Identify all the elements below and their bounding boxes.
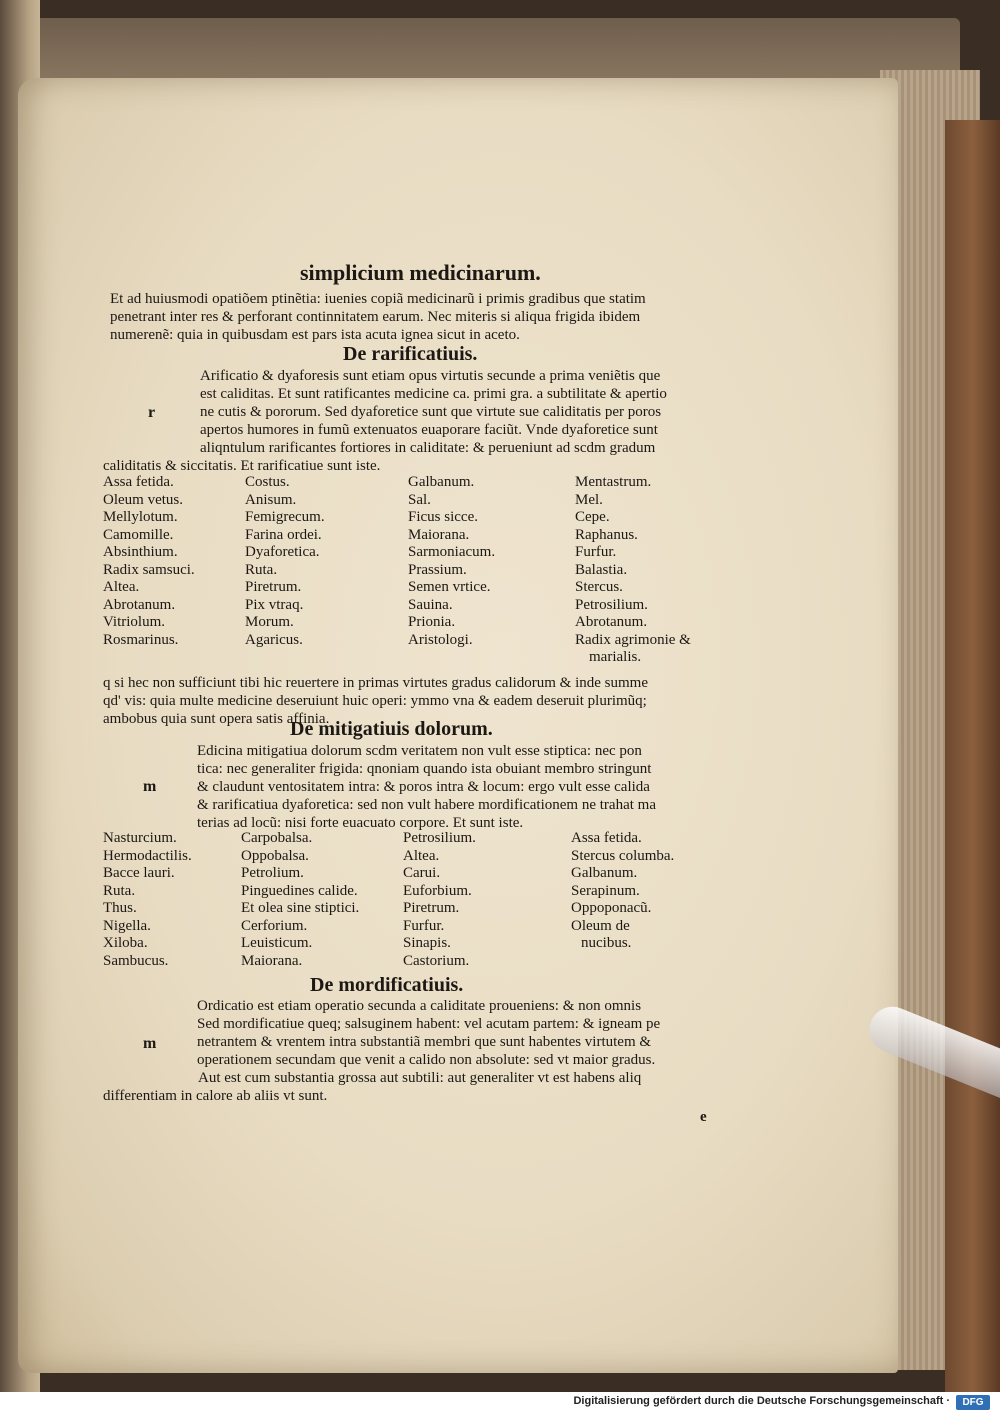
ingredient-item: Hermodactilis. (103, 847, 192, 864)
after-line: qd' vis: quia multe medicine deseruiunt huic operi: ymmo vna & eadem deseruit plurimũq; (103, 693, 647, 709)
ingredient-item: Abrotanum. (103, 596, 176, 613)
initial-guide-letter: m (143, 1035, 157, 1052)
funding-credit: Digitalisierung gefördert durch die Deutsche Forschungsgemeinschaft · (573, 1395, 950, 1407)
section1-line: aliqntulum rarificantes fortiores in caliditate: & perueniunt ad scdm gradum (200, 440, 656, 456)
section3-paragraph (197, 997, 660, 1069)
ingredient-item: Petrosilium. (403, 830, 476, 846)
ingredient-item: Absinthium. (103, 544, 178, 560)
ingredient-item: Pix vtraq. (245, 596, 304, 613)
ingredient-item: Euforbium. (403, 882, 472, 899)
ingredient-item: Furfur. (403, 917, 445, 934)
ingredient-column-1 (103, 830, 192, 970)
after-line: q si hec non sufficiunt tibi hic reuertere in primas virtutes gradus calidorum & inde summe (103, 675, 649, 691)
ingredient-item: Stercus. (575, 579, 623, 595)
ingredient-item: Altea. (103, 579, 140, 595)
ingredient-item: Dyaforetica. (245, 544, 320, 560)
after-line: ambobus quia sunt opera satis affinia. (103, 711, 330, 727)
ingredient-item: Cepe. (575, 509, 610, 525)
ingredient-item: Serapinum. (571, 882, 640, 899)
ingredient-item: Cerforium. (241, 917, 308, 934)
section2-line: terias ad locũ: nisi forte euacuato corpore. Et sunt iste. (197, 815, 524, 831)
ingredient-item: Assa fetida. (571, 830, 642, 846)
ingredient-item: Prassium. (408, 561, 467, 578)
section3-closing (103, 1069, 641, 1105)
ingredient-item: Pinguedines calide. (241, 882, 358, 899)
section3-line: netrantem & vrentem intra substantiã membri que sunt habentes virtutem & (197, 1034, 652, 1050)
ingredient-item: Piretrum. (245, 579, 302, 595)
ingredient-item: Oppoponacũ. (571, 900, 652, 916)
section1-paragraph (200, 367, 667, 457)
ingredient-item: Aristologi. (408, 631, 473, 648)
ingredient-item: Leuisticum. (241, 935, 313, 951)
section-heading-rarificatiuis: De rarificatiuis. (343, 343, 478, 365)
ingredient-item: Vitriolum. (103, 614, 166, 630)
ingredient-item: Oppobalsa. (241, 847, 309, 864)
ingredient-item: Balastia. (575, 561, 628, 578)
footer-bar (0, 1392, 1000, 1415)
ingredient-item: Semen vrtice. (408, 579, 491, 595)
ingredient-item: nucibus. (581, 935, 632, 951)
book-cover-right (945, 120, 1000, 1392)
ingredient-item: Altea. (403, 847, 440, 864)
section-heading-mitigatiuis: De mitigatiuis dolorum. (290, 718, 493, 740)
ingredient-column-1 (103, 474, 195, 649)
ingredient-item: Costus. (245, 474, 290, 490)
intro-line: penetrant inter res & perforant continnitatem earum. Nec miteris si aliqua frigida ibidem (110, 309, 641, 325)
ingredient-item: Prionia. (408, 614, 456, 630)
ingredient-item: Thus. (103, 900, 137, 916)
ingredient-item: Galbanum. (408, 474, 475, 490)
signature-mark: e (700, 1109, 707, 1125)
ingredient-item: Morum. (245, 614, 294, 630)
closing-line: differentiam in calore ab aliis vt sunt. (103, 1088, 328, 1104)
ingredient-column-4 (575, 474, 691, 667)
ingredient-item: Maiorana. (408, 526, 470, 543)
ingredient-item: Femigrecum. (245, 509, 325, 525)
running-head: simplicium medicinarum. (300, 260, 541, 285)
ingredient-column-2 (245, 474, 325, 649)
ingredient-item: Carui. (403, 865, 441, 881)
section1-line: est caliditas. Et sunt ratificantes medicine ca. primi gra. a subtilitate & apertio (200, 386, 667, 402)
ingredient-item: Rosmarinus. (103, 631, 179, 648)
initial-guide-letter: m (143, 778, 157, 795)
ingredient-column-2 (241, 830, 359, 970)
ingredient-item: Mellylotum. (103, 509, 178, 525)
initial-guide-letter: r (148, 404, 156, 421)
ingredient-item: Nasturcium. (103, 830, 177, 846)
ingredient-item: Xiloba. (103, 935, 148, 951)
ingredient-item: Castorium. (403, 952, 470, 969)
section1-last-line: caliditatis & siccitatis. Et rarificatiue sunt iste. (103, 458, 381, 474)
section-heading-mordificatiuis: De mordificatiuis. (310, 974, 464, 996)
ingredient-item: Piretrum. (403, 900, 460, 916)
intro-line: Et ad huiusmodi opatiõem ptinẽtia: iuenies copiã medicinarũ i primis gradibus que statim (110, 291, 646, 307)
section3-line: Ordicatio est etiam operatio secunda a caliditate proueniens: & non omnis (197, 998, 642, 1014)
ingredient-item: Et olea sine stiptici. (241, 900, 360, 916)
section3-line: Sed mordificatiue queq; salsuginem habent: vel acutam partem: & igneam pe (197, 1016, 661, 1032)
ingredient-item: Radix samsuci. (103, 561, 195, 578)
section2-line: Edicina mitigatiua dolorum scdm veritatem non vult esse stiptica: nec pon (197, 743, 642, 759)
section2-line: tica: nec generaliter frigida: qnoniam quando ista obuiant membro stringunt (197, 761, 652, 777)
ingredient-item: Carpobalsa. (241, 830, 313, 846)
ingredient-item: Sambucus. (103, 952, 169, 969)
ingredient-item: Mentastrum. (575, 474, 652, 490)
ingredient-item: Camomille. (103, 526, 174, 543)
ingredient-item: Mel. (575, 491, 603, 508)
ingredient-item: Stercus columba. (571, 847, 675, 864)
ingredient-item: Furfur. (575, 544, 617, 560)
ingredient-item: Ficus sicce. (408, 509, 478, 525)
section1-line: Arificatio & dyaforesis sunt etiam opus virtutis secunde a prima veniẽtis que (200, 368, 661, 384)
ingredient-item: Oleum de (571, 917, 630, 934)
section1-line: ne cutis & pororum. Sed dyaforetice sunt que virtute sue caliditatis per poros (200, 404, 662, 420)
ingredient-item: Radix agrimonie & (575, 631, 691, 648)
section2-line: & rarificatiua dyaforetica: sed non vult habere mordificationem ne trahat ma (197, 797, 656, 813)
ingredient-item: Galbanum. (571, 865, 638, 881)
ingredient-column-4 (571, 830, 674, 953)
ingredient-column-3 (403, 830, 476, 970)
ingredient-item: Assa fetida. (103, 474, 174, 490)
ingredient-item: Agaricus. (245, 631, 303, 648)
ingredient-item: Abrotanum. (575, 614, 648, 630)
section2-line: & claudunt ventositatem intra: & poros intra & locum: ergo vult esse calida (197, 779, 650, 795)
ingredient-item: Sal. (408, 491, 431, 508)
dfg-logo: DFG (956, 1395, 990, 1410)
closing-line: Aut est cum substantia grossa aut subtili: aut generaliter vt est habens aliq (198, 1070, 642, 1086)
ingredient-item: Farina ordei. (245, 526, 322, 543)
ingredient-item: Nigella. (103, 917, 151, 934)
ingredient-item: Anisum. (245, 491, 297, 508)
ingredient-column-3 (408, 474, 495, 649)
ingredient-item: Oleum vetus. (103, 491, 183, 508)
ingredient-item: Raphanus. (575, 526, 638, 543)
ingredient-item: Sinapis. (403, 935, 451, 951)
ingredient-item: Maiorana. (241, 952, 303, 969)
intro-paragraph (110, 290, 646, 344)
ingredient-item: Ruta. (103, 882, 136, 899)
ingredient-item: Petrosilium. (575, 596, 648, 613)
ingredient-item: Sarmoniacum. (408, 544, 496, 560)
section3-line: operationem secundam que venit a calido non absolute: sed vt maior gradus. (197, 1052, 656, 1068)
ingredient-item: Petrolium. (241, 865, 304, 881)
intro-line: numerenẽ: quia in quibusdam est pars ista acuta ignea sicut in aceto. (110, 327, 520, 343)
section2-paragraph (197, 742, 656, 832)
ingredient-item: Sauina. (408, 596, 453, 613)
ingredient-item: marialis. (589, 649, 642, 665)
ingredient-item: Bacce lauri. (103, 865, 175, 881)
section1-line: apertos humores in fumũ extenuatos euaporare faciũt. Vnde dyaforetice sunt (200, 422, 658, 438)
ingredient-item: Ruta. (245, 561, 278, 578)
